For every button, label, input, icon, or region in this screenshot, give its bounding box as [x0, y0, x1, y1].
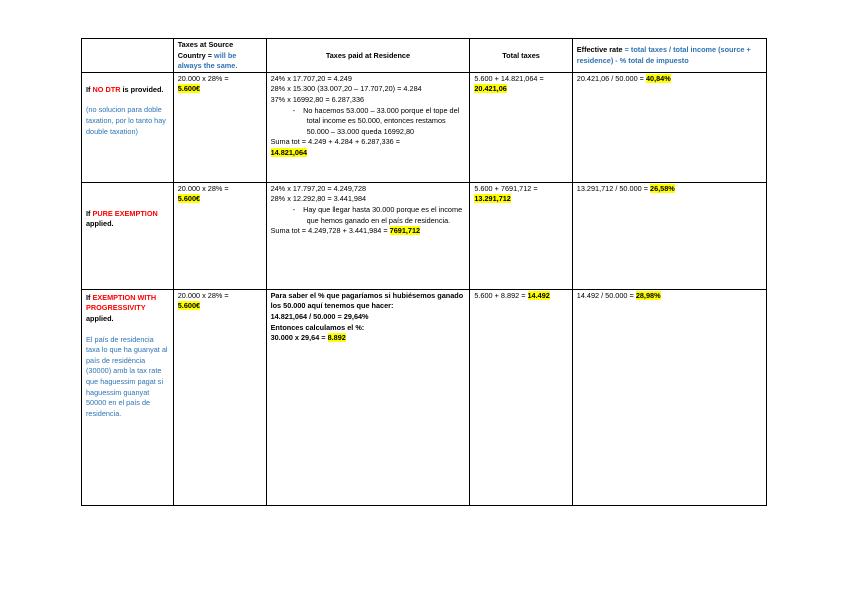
header-source-country	[173, 39, 266, 73]
row-note: (no solucion para doble taxation, por lo tanto hay double taxation)	[86, 105, 166, 136]
residence-bullet: - Hay que llegar hasta 30.000 porque es el income que hemos ganado en el país de residencia.	[292, 204, 463, 225]
table-row-no-dtr	[82, 72, 767, 182]
effective-result: 26,58%	[650, 183, 675, 193]
row-label-prefix: If	[86, 292, 93, 302]
residence-cell	[266, 289, 470, 505]
residence-line: 28% x 15.300 (33.007,20 – 17.707,20) = 4.284	[270, 84, 422, 94]
effective-cell	[572, 72, 766, 182]
source-cell	[173, 289, 266, 505]
total-calc: 5.600 + 7691,712 =	[474, 183, 538, 193]
residence-bullet: - No hacemos 53.000 – 33.000 porque el tope del total income es 50.000, entonces restamos 50.000 – 33.000 queda 16992,80	[292, 105, 460, 136]
table-row-exemption-progressivity	[82, 289, 767, 505]
table-row-pure-exemption	[82, 182, 767, 289]
source-cell	[173, 72, 266, 182]
source-result: 5.600€	[177, 84, 201, 94]
residence-line: Para saber el % que pagaríamos si hubiésemos ganado los 50.000 aquí tenemos que hacer:	[270, 290, 464, 311]
residence-line: 24% x 17.707,20 = 4.249	[270, 73, 352, 83]
residence-sum: Suma tot = 4.249 + 4.284 + 6.287,336 =	[270, 137, 400, 147]
effective-cell	[572, 182, 766, 289]
total-cell	[470, 182, 572, 289]
source-cell	[173, 182, 266, 289]
effective-result: 40,84%	[645, 73, 671, 83]
residence-line: 37% x 16992,80 = 6.287,336	[270, 94, 365, 104]
residence-line: Entonces calculamos el %:	[270, 322, 365, 332]
header-effective-label: Effective rate	[576, 45, 623, 55]
row-label-highlight: NO DTR	[92, 84, 121, 94]
header-source-label: Taxes at Source Country =	[177, 40, 234, 60]
total-cell	[470, 72, 572, 182]
row-label-highlight: PURE EXEMPTION	[92, 208, 158, 218]
total-result: 20.421,06	[474, 84, 507, 94]
effective-cell	[572, 289, 766, 505]
residence-sum-result: 14.821,064	[270, 147, 308, 157]
residence-bullet-text: Hay que llegar hasta 30.000 porque es el income que hemos ganado en el país de residencia.	[303, 204, 463, 225]
header-residence: Taxes paid at Residence	[266, 39, 470, 73]
tax-comparison-table	[81, 38, 767, 506]
source-calc: 20.000 x 28% =	[177, 290, 229, 300]
header-total-taxes: Total taxes	[470, 39, 572, 73]
residence-line: 24% x 17.797,20 = 4.249,728	[270, 183, 367, 193]
header-effective-formula: = total taxes / total income (source + residence) - % total de impuesto	[576, 45, 751, 65]
row-label-prefix: If	[86, 208, 93, 218]
row-label-prefix: If	[86, 84, 93, 94]
total-result: 13.291,712	[474, 194, 511, 204]
residence-line: 28% x 12.292,80 = 3.441,984	[270, 194, 367, 204]
row-label-cell	[82, 72, 174, 182]
total-cell	[470, 289, 572, 505]
header-row	[82, 39, 767, 73]
row-label-suffix: applied.	[86, 219, 114, 229]
effective-calc: 13.291,712 / 50.000 =	[576, 183, 648, 193]
header-source-note: will be always the same.	[177, 50, 238, 71]
total-result: 14.492	[527, 290, 550, 300]
source-result: 5.600€	[177, 194, 201, 204]
residence-bullet-text: No hacemos 53.000 – 33.000 porque el tope del total income es 50.000, entonces restamos 50.000 – 33.000 queda 16992,80	[303, 105, 460, 136]
residence-sum-result: 8.892	[327, 333, 346, 343]
residence-sum-result: 7691,712	[389, 226, 421, 236]
row-label-suffix: is provided.	[120, 84, 164, 94]
effective-calc: 14.492 / 50.000 =	[576, 290, 634, 300]
source-calc: 20.000 x 28% =	[177, 183, 229, 193]
total-calc: 5.600 + 14.821,064 =	[474, 73, 544, 83]
effective-calc: 20.421,06 / 50.000 =	[576, 73, 644, 83]
row-label-cell	[82, 182, 174, 289]
residence-sum: 30.000 x 29,64 =	[270, 333, 326, 343]
row-note: El país de residencia taxa lo que ha guanyat al país de residència (30000) amb la tax rate que haguessim pagat si haguessim guanyat 50000 en el país de residencia.	[86, 334, 168, 418]
residence-sum: Suma tot = 4.249,728 + 3.441,984 =	[270, 226, 388, 236]
header-empty-cell	[82, 39, 174, 73]
row-label-cell	[82, 289, 174, 505]
header-effective-rate	[572, 39, 766, 73]
residence-cell	[266, 72, 470, 182]
residence-line: 14.821,064 / 50.000 = 29,64%	[270, 311, 369, 321]
row-label-highlight: EXEMPTION WITH PROGRESSIVITY	[86, 292, 157, 313]
source-calc: 20.000 x 28% =	[177, 73, 229, 83]
row-label-suffix: applied.	[86, 313, 114, 323]
total-calc: 5.600 + 8.892 =	[474, 290, 526, 300]
residence-cell	[266, 182, 470, 289]
effective-result: 28,98%	[635, 290, 661, 300]
source-result: 5.600€	[177, 301, 201, 311]
